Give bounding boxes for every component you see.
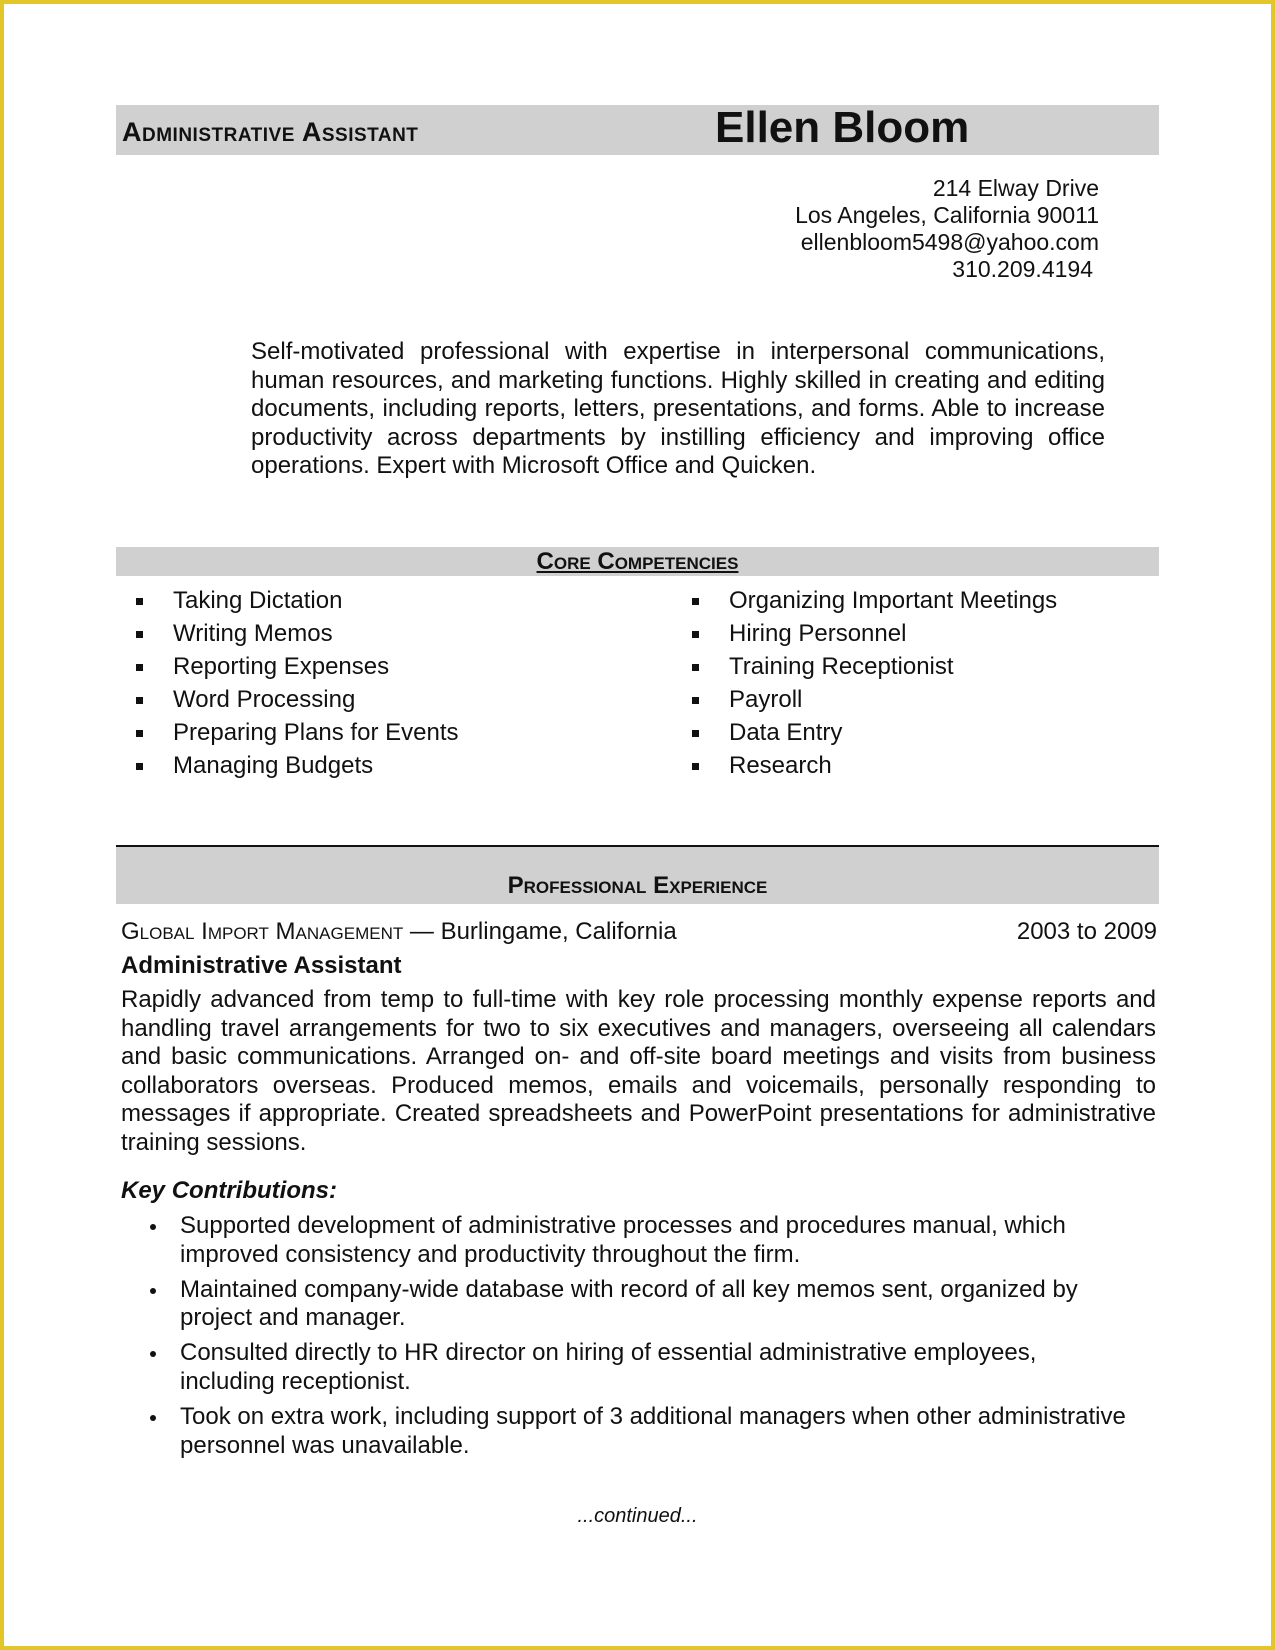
square-bullet-icon [692, 763, 699, 770]
list-item: Supported development of administrative processes and procedures manual, which improved consistency and productivity throughout the firm. [150, 1212, 1135, 1269]
key-contributions-label: Key Contributions: [121, 1177, 337, 1204]
list-item: Managing Budgets [136, 749, 458, 782]
list-item: Reporting Expenses [136, 650, 458, 683]
bullet-icon [150, 1351, 156, 1357]
role-description: Rapidly advanced from temp to full-time with key role processing monthly expense reports and handling travel arrangements for two to six executives and managers, overseeing all calendars and basic communications. Arranged on- and off-site board meetings and visits from business collaborators overseas. Produced memos, emails and voicemails, personally responding to messages if appropriate. Created spreadsheets and PowerPoint presentations for administrative training sessions. [121, 986, 1156, 1156]
square-bullet-icon [692, 598, 699, 605]
list-item: Preparing Plans for Events [136, 716, 458, 749]
square-bullet-icon [136, 598, 143, 605]
competencies-left-list [136, 584, 458, 782]
competencies-right-list [692, 584, 1057, 782]
phone-number: 310.209.4194 [952, 256, 1093, 282]
company-name: Global Import Management [121, 918, 404, 945]
job-title: Administrative Assistant [122, 117, 419, 147]
professional-summary: Self-motivated professional with expertise in interpersonal communications, human resources, and marketing functions. Highly skilled in creating and editing documents, including reports, letters, presentations, and forms. Able to increase productivity across departments by instilling efficiency and improving office operations. Expert with Microsoft Office and Quicken. [251, 338, 1105, 480]
experience-heading: Professional Experience [507, 872, 768, 899]
email-address: ellenbloom5498@yahoo.com [800, 229, 1099, 255]
key-contributions-list [150, 1212, 1135, 1467]
bullet-icon [150, 1224, 156, 1230]
square-bullet-icon [136, 730, 143, 737]
square-bullet-icon [692, 664, 699, 671]
list-item: Research [692, 749, 1057, 782]
list-item: Took on extra work, including support of 3 additional managers when other administrative personnel was unavailable. [150, 1403, 1135, 1460]
continued-note: ...continued... [577, 1505, 698, 1527]
square-bullet-icon [136, 697, 143, 704]
list-item: Organizing Important Meetings [692, 584, 1057, 617]
list-item: Data Entry [692, 716, 1057, 749]
company-location: — Burlingame, California [403, 918, 677, 945]
square-bullet-icon [692, 631, 699, 638]
list-item: Writing Memos [136, 617, 458, 650]
list-item: Training Receptionist [692, 650, 1057, 683]
list-item: Maintained company-wide database with record of all key memos sent, organized by project and manager. [150, 1276, 1135, 1333]
square-bullet-icon [136, 631, 143, 638]
list-item: Hiring Personnel [692, 617, 1057, 650]
company-line [121, 918, 677, 946]
role-title: Administrative Assistant [121, 952, 402, 979]
contact-block [795, 175, 1099, 283]
applicant-name: Ellen Bloom [715, 103, 970, 152]
square-bullet-icon [136, 664, 143, 671]
list-item: Word Processing [136, 683, 458, 716]
list-item: Taking Dictation [136, 584, 458, 617]
street-address: 214 Elway Drive [932, 175, 1099, 201]
core-competencies-heading: Core Competencies [536, 548, 739, 575]
square-bullet-icon [692, 730, 699, 737]
square-bullet-icon [692, 697, 699, 704]
employment-years: 2003 to 2009 [1016, 918, 1157, 945]
square-bullet-icon [136, 763, 143, 770]
bullet-icon [150, 1415, 156, 1421]
list-item: Payroll [692, 683, 1057, 716]
bullet-icon [150, 1288, 156, 1294]
city-state-zip: Los Angeles, California 90011 [795, 202, 1099, 228]
list-item: Consulted directly to HR director on hiring of essential administrative employees, including receptionist. [150, 1339, 1135, 1396]
